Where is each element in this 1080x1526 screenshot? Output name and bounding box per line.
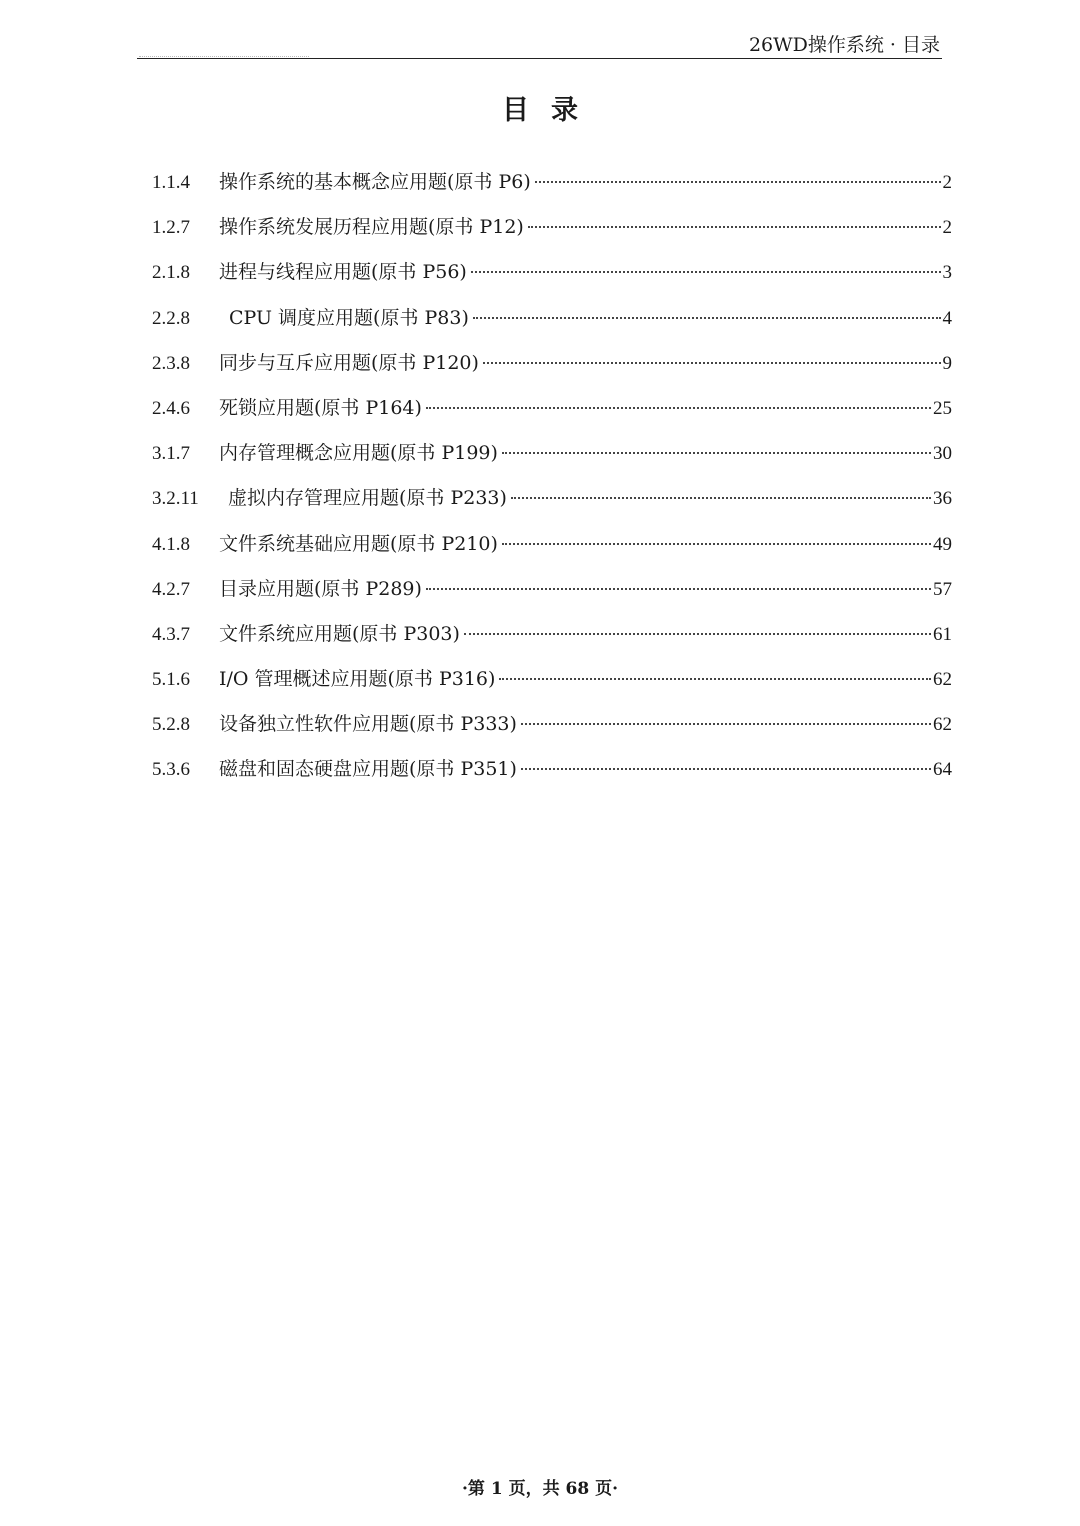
toc-entry[interactable] xyxy=(152,168,952,213)
toc-entry-title: 操作系统发展历程应用题(原书 P12) xyxy=(219,216,524,239)
toc-entry-page: 3 xyxy=(942,262,952,284)
toc-entry-number: 5.2.8 xyxy=(152,714,190,736)
toc-entry-number: 1.2.7 xyxy=(152,217,190,239)
toc-leader-dots xyxy=(521,768,931,770)
toc-entry[interactable] xyxy=(152,530,952,575)
toc-leader-dots xyxy=(502,452,931,454)
toc-entry[interactable] xyxy=(152,620,952,665)
toc-entry-page: 25 xyxy=(933,397,952,419)
toc-entry-page: 62 xyxy=(933,669,952,691)
toc-entry[interactable] xyxy=(152,755,952,800)
toc-entry-page: 9 xyxy=(942,352,952,374)
toc-entry-number: 1.1.4 xyxy=(152,172,190,193)
toc-entry[interactable] xyxy=(152,484,952,529)
toc-entry-page: 36 xyxy=(933,488,952,510)
toc-entry-title: 虚拟内存管理应用题(原书 P233) xyxy=(228,487,507,510)
toc-leader-dots xyxy=(535,181,941,183)
toc-leader-dots xyxy=(499,678,931,680)
page-footer: ·第 1 页，共 68 页· xyxy=(462,1479,618,1499)
header-faint-mark xyxy=(139,54,309,57)
toc-entry-number: 2.3.8 xyxy=(152,352,190,374)
toc-entry-number: 5.1.6 xyxy=(152,669,190,691)
toc-entry[interactable] xyxy=(152,394,952,439)
toc-entry-page: 62 xyxy=(933,714,952,736)
toc-entry-page: 2 xyxy=(942,172,952,193)
toc-leader-dots xyxy=(426,588,931,590)
toc-entry-number: 2.1.8 xyxy=(152,262,190,284)
toc-entry-title: 磁盘和固态硬盘应用题(原书 P351) xyxy=(219,758,517,781)
toc-entry-title: I/O 管理概述应用题(原书 P316) xyxy=(219,668,496,691)
toc-entry-page: 30 xyxy=(933,443,952,465)
toc-leader-dots xyxy=(471,271,941,273)
toc-entry[interactable] xyxy=(152,304,952,349)
header-title: 26WD操作系统 · 目录 xyxy=(748,34,940,56)
toc-entry[interactable] xyxy=(152,439,952,484)
toc-leader-dots xyxy=(464,633,931,635)
toc-entry-title: 进程与线程应用题(原书 P56) xyxy=(219,261,467,284)
toc-entry-number: 2.4.6 xyxy=(152,397,190,419)
toc-leader-dots xyxy=(473,317,941,319)
toc-leader-dots xyxy=(502,543,931,545)
toc-entry-number: 4.1.8 xyxy=(152,533,190,555)
toc-entry-number: 4.2.7 xyxy=(152,578,190,600)
toc-entry-number: 3.2.11 xyxy=(152,488,199,510)
toc-entry-number: 5.3.6 xyxy=(152,759,190,781)
toc-leader-dots xyxy=(426,407,931,409)
toc-leader-dots xyxy=(521,723,931,725)
toc-leader-dots xyxy=(511,497,931,499)
toc-entry-title: 死锁应用题(原书 P164) xyxy=(219,396,422,419)
toc-entry-page: 4 xyxy=(942,307,952,329)
toc-entry-title: 设备独立性软件应用题(原书 P333) xyxy=(219,713,517,736)
toc-entry-title: 同步与互斥应用题(原书 P120) xyxy=(219,351,479,374)
toc-entry-title: 文件系统基础应用题(原书 P210) xyxy=(219,532,498,555)
toc-entry[interactable] xyxy=(152,665,952,710)
toc-entry-number: 2.2.8 xyxy=(152,307,190,329)
toc-entry[interactable] xyxy=(152,575,952,620)
toc-leader-dots xyxy=(483,362,941,364)
toc-entry-page: 64 xyxy=(933,759,952,781)
toc-entry[interactable] xyxy=(152,258,952,303)
toc-entry-page: 49 xyxy=(933,533,952,555)
toc-entry-page: 57 xyxy=(933,578,952,600)
toc-entry-title: 目录应用题(原书 P289) xyxy=(219,577,422,600)
toc-entry[interactable] xyxy=(152,213,952,258)
toc-leader-dots xyxy=(528,226,941,228)
toc-entry-page: 2 xyxy=(942,217,952,239)
toc-entry-title: 内存管理概念应用题(原书 P199) xyxy=(219,442,498,465)
toc-entry[interactable] xyxy=(152,710,952,755)
toc-entry-title: 操作系统的基本概念应用题(原书 P6) xyxy=(219,171,531,193)
toc-heading: 目录 xyxy=(502,95,600,126)
toc-entry[interactable] xyxy=(152,349,952,394)
page-header xyxy=(137,34,942,59)
toc-entry-title: 文件系统应用题(原书 P303) xyxy=(219,622,460,645)
toc-list xyxy=(152,168,952,801)
toc-entry-page: 61 xyxy=(933,623,952,645)
toc-entry-title: CPU 调度应用题(原书 P83) xyxy=(229,306,469,329)
toc-entry-number: 4.3.7 xyxy=(152,623,190,645)
toc-entry-number: 3.1.7 xyxy=(152,443,190,465)
